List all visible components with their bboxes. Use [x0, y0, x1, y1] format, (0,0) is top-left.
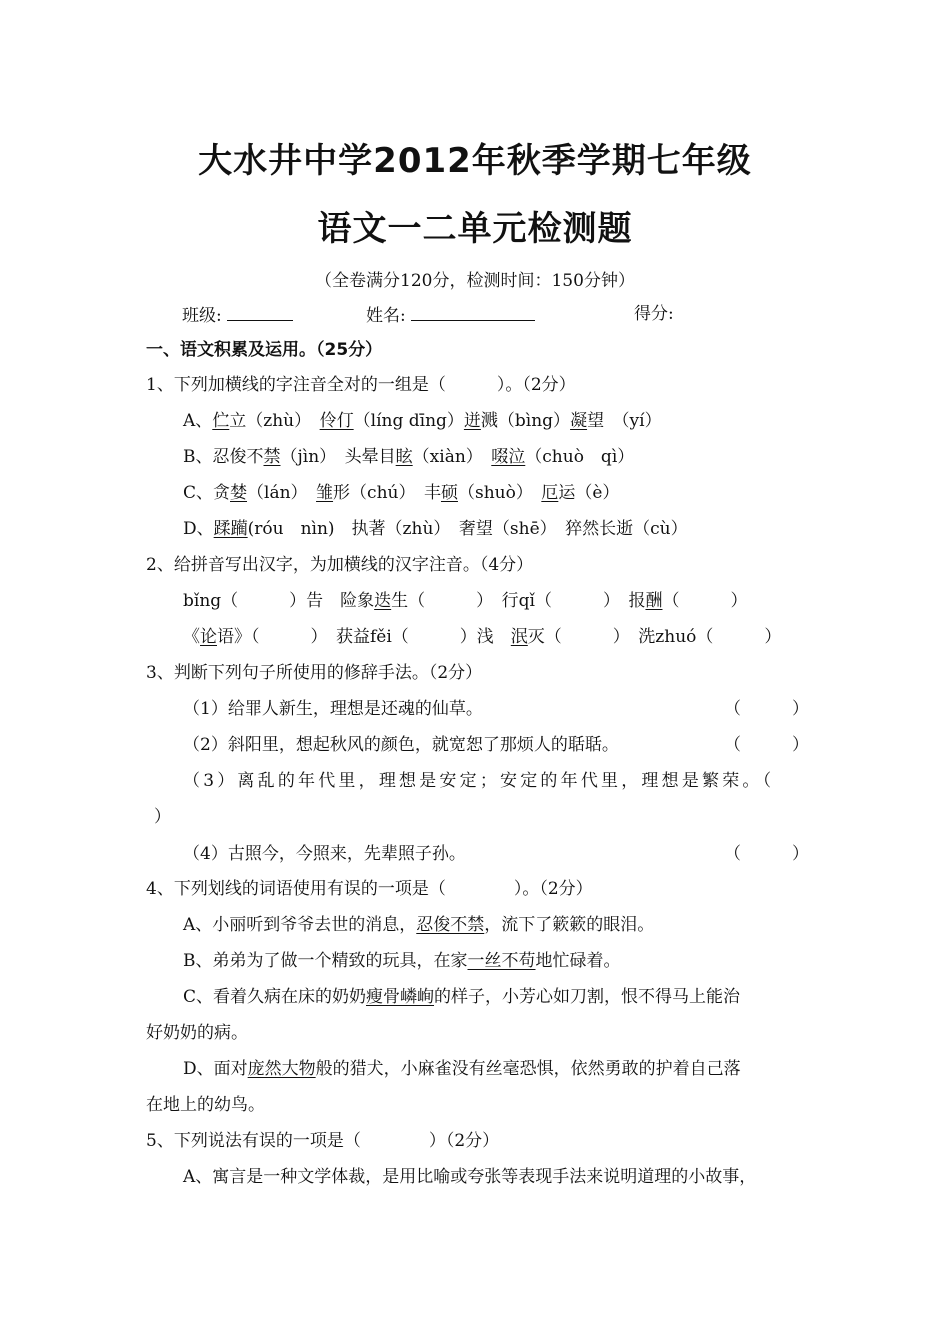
question-1-option-a: A、伫立（zhù） 伶仃（líng dīng）迸溅（bìng）凝望 （yí）: [183, 411, 662, 431]
question-3-sentence-3: （3）离乱的年代里，理想是安定；安定的年代里，理想是繁荣。（: [183, 771, 775, 791]
class-blank[interactable]: [227, 302, 293, 321]
exam-subtitle: （全卷满分120分，检测时间：150分钟）: [315, 271, 635, 291]
answer-paren[interactable]: （ ）: [724, 699, 809, 719]
question-3-sentence-1: （1）给罪人新生，理想是还魂的仙草。: [183, 699, 483, 719]
question-4-stem: 4、下列划线的词语使用有误的一项是（ ）。（2分）: [146, 879, 593, 899]
question-1-stem: 1、下列加横线的字注音全对的一组是（ ）。（2分）: [146, 375, 576, 395]
question-2-row-2: 《论语》（ ） 获益fěi（ ）浅 泯灭（ ） 洗zhuó（ ）: [183, 627, 782, 647]
question-3-stem: 3、判断下列句子所使用的修辞手法。（2分）: [146, 663, 483, 683]
question-1-option-b: B、忍俊不禁（jìn） 头晕目眩（xiàn） 啜泣（chuò qì）: [183, 447, 635, 467]
score-label: 得分:: [634, 304, 674, 324]
question-1-option-d: D、蹂躏(róu nìn) 执著（zhù） 奢望（shē） 猝然长逝（cù）: [183, 519, 688, 539]
class-label: 班级:: [182, 306, 222, 326]
name-blank[interactable]: [411, 302, 535, 321]
name-field: [366, 302, 535, 328]
question-4-option-d: D、面对庞然大物般的猎犬，小麻雀没有丝毫恐惧，依然勇敢的护着自己落: [183, 1059, 741, 1079]
question-2-stem: 2、给拼音写出汉字，为加横线的汉字注音。（4分）: [146, 555, 534, 575]
question-4-option-d-cont: 在地上的幼鸟。: [146, 1095, 265, 1115]
exam-title-line2: 语文一二单元检测题: [317, 209, 633, 249]
exam-title-line1: 大水井中学2012年秋季学期七年级: [198, 141, 752, 181]
section-heading: 一、语文积累及运用。（25分）: [146, 340, 383, 360]
question-3-sentence-2: （2）斜阳里，想起秋风的颜色，就宽恕了那烦人的聒聒。: [183, 735, 619, 755]
question-2-row-1: bǐng（ ）告 险象迭生（ ） 行qǐ（ ） 报酬（ ）: [183, 591, 748, 611]
question-5-option-a: A、寓言是一种文学体裁，是用比喻或夸张等表现手法来说明道理的小故事，: [183, 1167, 757, 1187]
question-4-option-b: B、弟弟为了做一个精致的玩具，在家一丝不苟地忙碌着。: [183, 951, 621, 971]
question-4-option-a: A、小丽听到爷爷去世的消息，忍俊不禁，流下了簌簌的眼泪。: [183, 915, 655, 935]
question-4-option-c: C、看着久病在床的奶奶瘦骨嶙峋的样子，小芳心如刀割，恨不得马上能治: [183, 987, 741, 1007]
question-4-option-c-cont: 好奶奶的病。: [146, 1023, 248, 1043]
question-1-option-c: C、贪婪（lán） 雏形（chú） 丰硕（shuò） 厄运（è）: [183, 483, 620, 503]
answer-paren[interactable]: （ ）: [724, 735, 809, 755]
question-3-sentence-4: （4）古照今，今照来，先辈照子孙。: [183, 844, 466, 864]
question-3-sentence-3-close: ）: [154, 807, 171, 827]
name-label: 姓名:: [366, 306, 406, 326]
question-5-stem: 5、下列说法有误的一项是（ ）（2分）: [146, 1131, 500, 1151]
class-field: [182, 302, 293, 328]
answer-paren[interactable]: （ ）: [724, 844, 809, 864]
